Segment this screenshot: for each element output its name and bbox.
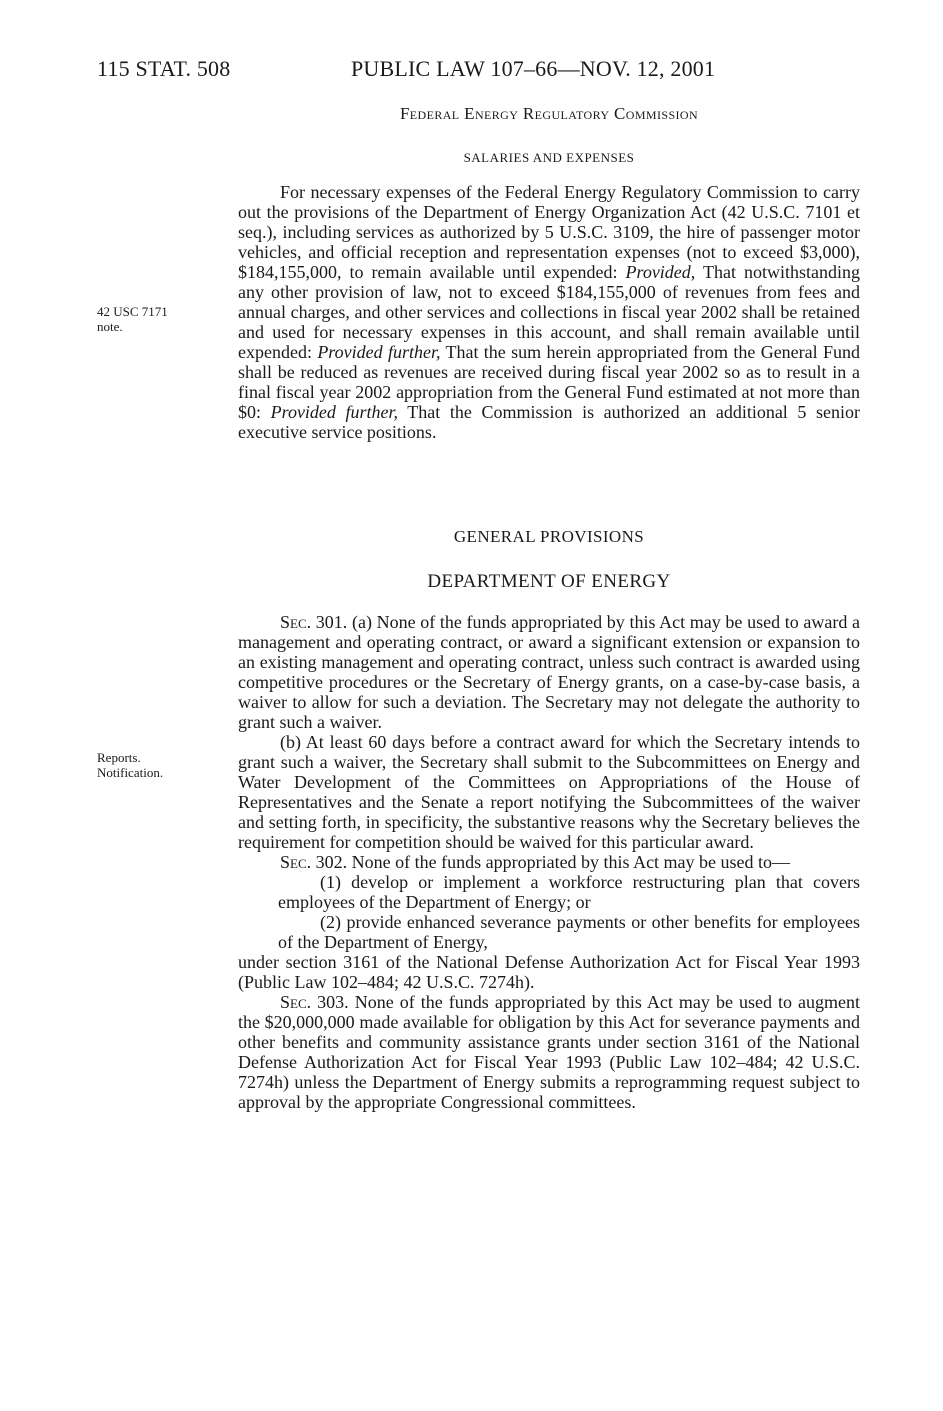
margin-note-reports-line1: Reports.	[97, 750, 141, 765]
general-provisions-heading: GENERAL PROVISIONS	[453, 527, 645, 546]
sec-301-number: 301.	[311, 612, 348, 632]
sec-302-number: 302.	[311, 852, 348, 872]
margin-note-usc-line1: 42 USC 7171	[97, 304, 168, 319]
section-303	[238, 992, 860, 1112]
ferc-provided-further-2: Provided further,	[270, 402, 399, 422]
margin-note-reports	[97, 750, 227, 780]
ferc-paragraph	[238, 182, 860, 442]
ferc-provided: Provided,	[625, 262, 696, 282]
sec-302-intro: None of the funds appropriated by this Act may be used to—	[347, 852, 791, 872]
ferc-appropriation-paragraph	[238, 182, 860, 442]
ferc-text-a: For necessary expenses of the Federal Energy Regulatory Commission to carry out the provisions of the Department of Energy Organization Act (42 U.S.C. 7101 et seq.), including services as authorized by 5 U.S.C. 3109, the hire of passenger motor vehicles, and official reception and representation expenses (not to exceed $3,000), $184,155,000, to remain available until expended:	[238, 182, 860, 282]
section-302-item-1: (1) develop or implement a workforce restructuring plan that covers employees of the Department of Energy; or	[278, 872, 860, 912]
running-head	[97, 56, 715, 82]
sec-label: Sec.	[280, 612, 312, 632]
ferc-provided-further-1: Provided further,	[317, 342, 441, 362]
agency-heading: Federal Energy Regulatory Commission	[399, 104, 699, 123]
section-301-a	[238, 612, 860, 732]
sec-301-a-text: (a) None of the funds appropriated by this Act may be used to award a management and operating contract, or award a significant extension or expansion to an existing management and operating contract, unless such contract is awarded using competitive procedures or the Secretary of Energy grants, on a case-by-case basis, a waiver to allow for such a deviation. The Secretary may not delegate the authority to grant such a waiver.	[238, 612, 861, 732]
sec-label: Sec.	[280, 852, 312, 872]
section-302	[238, 852, 860, 872]
department-heading: DEPARTMENT OF ENERGY	[427, 571, 671, 592]
margin-note-reports-line2: Notification.	[97, 765, 164, 780]
ferc-text-b: That notwithstanding any other provision of law, not to exceed $184,155,000 of revenues from fees and annual charges, and other services and collections in fiscal year 2002 shall be retained and used for necessary expenses in this account, and shall remain available until expended:	[238, 262, 860, 362]
sec-303-number: 303.	[311, 992, 349, 1012]
margin-note-usc	[97, 304, 227, 334]
salaries-subheading: SALARIES AND EXPENSES	[463, 150, 635, 165]
margin-note-usc-line2: note.	[97, 319, 123, 334]
section-302-item-2: (2) provide enhanced severance payments or other benefits for employees of the Department of Energy,	[278, 912, 860, 952]
section-302-tail: under section 3161 of the National Defense Authorization Act for Fiscal Year 1993 (Public Law 102–484; 42 U.S.C. 7274h).	[238, 952, 860, 992]
section-301-b: (b) At least 60 days before a contract award for which the Secretary intends to grant such a waiver, the Secretary shall submit to the Subcommittees on Energy and Water Development of the Committees on Appropriations of the House of Representatives and the Senate a report notifying the Subcommittees of the waiver and setting forth, in specificity, the substantive reasons why the Secretary believes the requirement for competition should be waived for this particular award.	[238, 732, 860, 852]
sec-303-text: None of the funds appropriated by this Act may be used to augment the $20,000,000 made available for obligation by this Act for severance payments and other benefits and community assistance grants under section 3161 of the National Defense Authorization Act for Fiscal Year 1993 (Public Law 102–484; 42 U.S.C. 7274h) unless the Department of Energy submits a reprogramming request subject to approval by the appropriate Congressional committees.	[238, 992, 861, 1112]
ferc-text-c: That the sum herein appropriated from the General Fund shall be reduced as revenues are received during fiscal year 2002 so as to result in a final fiscal year 2002 appropriation from the General Fund estimated at not more than $0:	[238, 342, 861, 422]
sec-label: Sec.	[280, 992, 312, 1012]
ferc-text-d: That the Commission is authorized an additional 5 senior executive service positions.	[238, 402, 860, 442]
public-law-citation: PUBLIC LAW 107–66—NOV. 12, 2001	[351, 56, 716, 81]
general-provisions-body	[238, 612, 860, 1112]
stat-citation: 115 STAT. 508	[97, 56, 231, 81]
